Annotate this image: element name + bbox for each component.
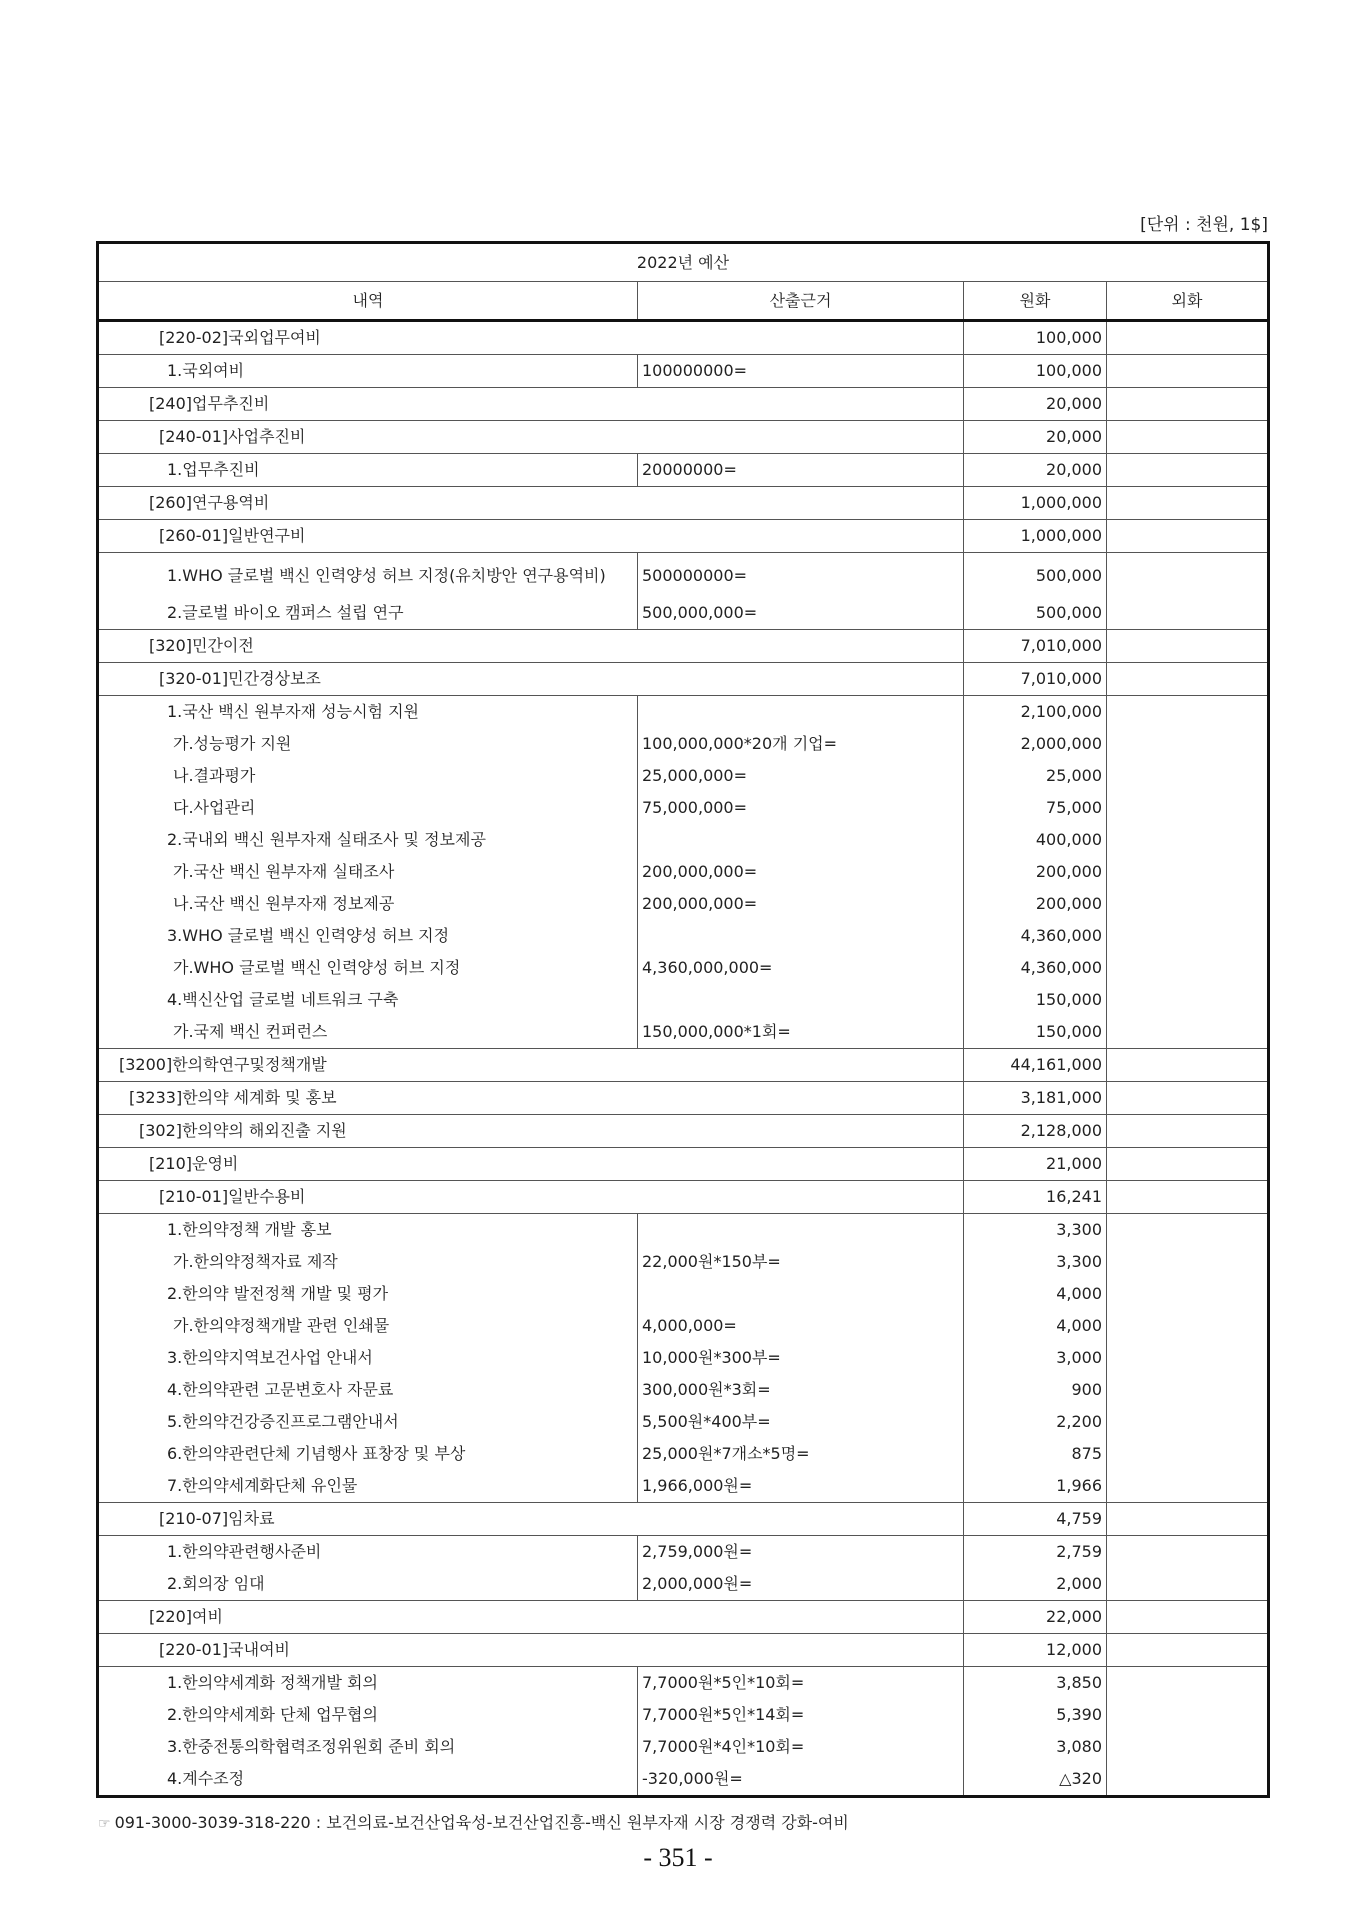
group-row bbox=[98, 1115, 1269, 1148]
row-foreign-amount bbox=[1107, 388, 1269, 421]
item-row bbox=[98, 1438, 1269, 1470]
row-won-amount: 2,000 bbox=[964, 1568, 1107, 1601]
row-won-amount: 21,000 bbox=[964, 1148, 1107, 1181]
row-description: 다.사업관리 bbox=[173, 798, 256, 817]
row-description: 가.국제 백신 컨퍼런스 bbox=[173, 1022, 328, 1041]
item-row bbox=[98, 597, 1269, 630]
item-row bbox=[98, 1568, 1269, 1601]
row-basis: 4,360,000,000= bbox=[638, 952, 964, 984]
unit-label: [단위 : 천원, 1$] bbox=[1140, 215, 1268, 235]
row-won-amount: 875 bbox=[964, 1438, 1107, 1470]
row-description: 가.WHO 글로벌 백신 인력양성 허브 지정 bbox=[173, 958, 461, 977]
row-won-amount: 2,759 bbox=[964, 1536, 1107, 1569]
row-description: 2.글로벌 바이오 캠퍼스 설립 연구 bbox=[167, 603, 404, 622]
group-row bbox=[98, 421, 1269, 454]
budget-table bbox=[96, 241, 1270, 1798]
row-won-amount: 12,000 bbox=[964, 1634, 1107, 1667]
row-foreign-amount bbox=[1107, 663, 1269, 696]
row-won-amount: 75,000 bbox=[964, 792, 1107, 824]
row-basis: 4,000,000= bbox=[638, 1310, 964, 1342]
row-description: 1.한의약관련행사준비 bbox=[98, 1536, 638, 1569]
table-title: 2022년 예산 bbox=[98, 243, 1269, 282]
row-won-amount: 150,000 bbox=[964, 1016, 1107, 1049]
row-description: 4.백신산업 글로벌 네트워크 구축 bbox=[167, 990, 399, 1009]
header-basis: 산출근거 bbox=[638, 282, 964, 321]
item-row bbox=[98, 888, 1269, 920]
row-foreign-amount bbox=[1107, 1634, 1269, 1667]
row-foreign-amount bbox=[1107, 520, 1269, 553]
group-row bbox=[98, 520, 1269, 553]
row-foreign-amount bbox=[1107, 454, 1269, 487]
row-description: 5.한의약건강증진프로그램안내서 bbox=[167, 1412, 399, 1431]
row-won-amount: 500,000 bbox=[964, 597, 1107, 630]
row-won-amount: 3,300 bbox=[964, 1214, 1107, 1247]
row-foreign-amount bbox=[1107, 1536, 1269, 1569]
header-description: 내역 bbox=[98, 282, 638, 321]
row-won-amount: 7,010,000 bbox=[964, 663, 1107, 696]
row-foreign-amount bbox=[1107, 1763, 1269, 1797]
item-row bbox=[98, 760, 1269, 792]
row-basis: 25,000원*7개소*5명= bbox=[638, 1438, 964, 1470]
row-foreign-amount bbox=[1107, 1082, 1269, 1115]
row-description: [260-01]일반연구비 bbox=[98, 520, 964, 553]
row-basis: 500,000,000= bbox=[638, 597, 964, 630]
group-row bbox=[98, 1503, 1269, 1536]
row-description: [302]한의약의 해외진출 지원 bbox=[98, 1115, 964, 1148]
row-won-amount: 2,000,000 bbox=[964, 728, 1107, 760]
group-row bbox=[98, 1634, 1269, 1667]
row-description: [220-01]국내여비 bbox=[98, 1634, 964, 1667]
row-foreign-amount bbox=[1107, 1246, 1269, 1278]
row-description: [210-07]임차료 bbox=[98, 1503, 964, 1536]
group-row bbox=[98, 630, 1269, 663]
group-row bbox=[98, 1601, 1269, 1634]
row-won-amount: 4,360,000 bbox=[964, 920, 1107, 952]
row-won-amount: 100,000 bbox=[964, 321, 1107, 355]
row-foreign-amount bbox=[1107, 1016, 1269, 1049]
row-foreign-amount bbox=[1107, 1406, 1269, 1438]
row-foreign-amount bbox=[1107, 597, 1269, 630]
row-description: 3.한의약지역보건사업 안내서 bbox=[167, 1348, 373, 1367]
row-basis: 25,000,000= bbox=[638, 760, 964, 792]
row-foreign-amount bbox=[1107, 1568, 1269, 1601]
row-won-amount: 1,966 bbox=[964, 1470, 1107, 1503]
row-won-amount: 25,000 bbox=[964, 760, 1107, 792]
item-row bbox=[98, 856, 1269, 888]
header-won: 원화 bbox=[964, 282, 1107, 321]
row-description: 1.한의약세계화 정책개발 회의 bbox=[98, 1667, 638, 1700]
table-body bbox=[98, 321, 1269, 1797]
row-basis: 2,000,000원= bbox=[638, 1568, 964, 1601]
group-row bbox=[98, 1049, 1269, 1082]
row-foreign-amount bbox=[1107, 1278, 1269, 1310]
row-description: 2.회의장 임대 bbox=[167, 1574, 265, 1593]
row-basis: 500000000= bbox=[638, 553, 964, 598]
row-basis: 1,966,000원= bbox=[638, 1470, 964, 1503]
item-row bbox=[98, 454, 1269, 487]
row-basis: 20000000= bbox=[638, 454, 964, 487]
row-basis: 7,7000원*4인*10회= bbox=[638, 1731, 964, 1763]
row-description: 가.한의약정책개발 관련 인쇄물 bbox=[173, 1316, 390, 1335]
item-row bbox=[98, 355, 1269, 388]
item-row bbox=[98, 1310, 1269, 1342]
item-row bbox=[98, 1374, 1269, 1406]
row-won-amount: 400,000 bbox=[964, 824, 1107, 856]
row-basis: 2,759,000원= bbox=[638, 1536, 964, 1569]
row-foreign-amount bbox=[1107, 553, 1269, 598]
row-basis: 7,7000원*5인*14회= bbox=[638, 1699, 964, 1731]
row-description: 3.한중전통의학협력조정위원회 준비 회의 bbox=[167, 1737, 456, 1756]
row-foreign-amount bbox=[1107, 1503, 1269, 1536]
row-foreign-amount bbox=[1107, 792, 1269, 824]
row-foreign-amount bbox=[1107, 1115, 1269, 1148]
row-description: [220-02]국외업무여비 bbox=[159, 328, 321, 347]
item-row bbox=[98, 553, 1269, 598]
row-basis: 22,000원*150부= bbox=[638, 1246, 964, 1278]
group-row bbox=[98, 1148, 1269, 1181]
row-foreign-amount bbox=[1107, 1699, 1269, 1731]
item-row bbox=[98, 1667, 1269, 1700]
row-won-amount: 3,080 bbox=[964, 1731, 1107, 1763]
row-foreign-amount bbox=[1107, 888, 1269, 920]
row-won-amount: 200,000 bbox=[964, 888, 1107, 920]
row-basis: 200,000,000= bbox=[638, 856, 964, 888]
item-row bbox=[98, 920, 1269, 952]
row-basis: 5,500원*400부= bbox=[638, 1406, 964, 1438]
row-description: [320]민간이전 bbox=[98, 630, 964, 663]
row-basis: 75,000,000= bbox=[638, 792, 964, 824]
row-basis bbox=[638, 1278, 964, 1310]
row-foreign-amount bbox=[1107, 952, 1269, 984]
item-row bbox=[98, 1763, 1269, 1797]
row-won-amount: 500,000 bbox=[964, 553, 1107, 598]
header-foreign: 외화 bbox=[1107, 282, 1269, 321]
row-foreign-amount bbox=[1107, 1342, 1269, 1374]
group-row bbox=[98, 1082, 1269, 1115]
row-description: 나.국산 백신 원부자재 정보제공 bbox=[173, 894, 395, 913]
item-row bbox=[98, 1278, 1269, 1310]
item-row bbox=[98, 792, 1269, 824]
item-row bbox=[98, 1470, 1269, 1503]
row-won-amount: 20,000 bbox=[964, 421, 1107, 454]
row-description: 6.한의약관련단체 기념행사 표창장 및 부상 bbox=[167, 1444, 466, 1463]
row-foreign-amount bbox=[1107, 421, 1269, 454]
row-description: 1.한의약정책 개발 홍보 bbox=[98, 1214, 638, 1247]
row-won-amount: 3,000 bbox=[964, 1342, 1107, 1374]
item-row bbox=[98, 1214, 1269, 1247]
row-won-amount: 3,300 bbox=[964, 1246, 1107, 1278]
row-foreign-amount bbox=[1107, 1181, 1269, 1214]
group-row bbox=[98, 487, 1269, 520]
row-foreign-amount bbox=[1107, 1601, 1269, 1634]
row-foreign-amount bbox=[1107, 696, 1269, 729]
row-won-amount: 4,000 bbox=[964, 1278, 1107, 1310]
row-description: [3200]한의학연구및정책개발 bbox=[98, 1049, 964, 1082]
row-description: 나.결과평가 bbox=[173, 766, 256, 785]
row-description: 2.국내외 백신 원부자재 실태조사 및 정보제공 bbox=[167, 830, 486, 849]
row-description: 2.한의약세계화 단체 업무협의 bbox=[167, 1705, 378, 1724]
row-description: [260]연구용역비 bbox=[98, 487, 964, 520]
row-foreign-amount bbox=[1107, 1374, 1269, 1406]
row-won-amount: 900 bbox=[964, 1374, 1107, 1406]
row-won-amount: 22,000 bbox=[964, 1601, 1107, 1634]
item-row bbox=[98, 1536, 1269, 1569]
row-foreign-amount bbox=[1107, 1470, 1269, 1503]
row-foreign-amount bbox=[1107, 856, 1269, 888]
row-basis bbox=[638, 984, 964, 1016]
item-row bbox=[98, 728, 1269, 760]
row-description: 7.한의약세계화단체 유인물 bbox=[167, 1476, 358, 1495]
row-description: 4.한의약관련 고문변호사 자문료 bbox=[167, 1380, 394, 1399]
row-foreign-amount bbox=[1107, 1667, 1269, 1700]
row-basis: 10,000원*300부= bbox=[638, 1342, 964, 1374]
footnote-text: 091-3000-3039-318-220 : 보건의료-보건산업육성-보건산업진흥-백신 원부자재 시장 경쟁력 강화-여비 bbox=[114, 1813, 849, 1832]
row-description: [240]업무추진비 bbox=[98, 388, 964, 421]
row-description: [220]여비 bbox=[98, 1601, 964, 1634]
row-foreign-amount bbox=[1107, 1214, 1269, 1247]
row-foreign-amount bbox=[1107, 984, 1269, 1016]
row-description: 1.업무추진비 bbox=[98, 454, 638, 487]
row-won-amount: 20,000 bbox=[964, 454, 1107, 487]
footnote bbox=[98, 1810, 849, 1833]
row-won-amount: 200,000 bbox=[964, 856, 1107, 888]
row-foreign-amount bbox=[1107, 487, 1269, 520]
row-foreign-amount bbox=[1107, 1049, 1269, 1082]
row-won-amount: 16,241 bbox=[964, 1181, 1107, 1214]
group-row bbox=[98, 321, 1269, 355]
row-won-amount: 2,200 bbox=[964, 1406, 1107, 1438]
row-foreign-amount bbox=[1107, 321, 1269, 355]
row-basis: 200,000,000= bbox=[638, 888, 964, 920]
group-row bbox=[98, 663, 1269, 696]
row-won-amount: 1,000,000 bbox=[964, 520, 1107, 553]
row-description: 4.계수조정 bbox=[167, 1769, 245, 1788]
row-description: 가.한의약정책자료 제작 bbox=[173, 1252, 338, 1271]
row-won-amount: 3,850 bbox=[964, 1667, 1107, 1700]
row-basis bbox=[638, 920, 964, 952]
row-foreign-amount bbox=[1107, 824, 1269, 856]
row-basis: -320,000원= bbox=[638, 1763, 964, 1797]
row-description: 가.국산 백신 원부자재 실태조사 bbox=[173, 862, 395, 881]
item-row bbox=[98, 824, 1269, 856]
row-won-amount: 4,759 bbox=[964, 1503, 1107, 1536]
row-won-amount: 7,010,000 bbox=[964, 630, 1107, 663]
row-description: [210]운영비 bbox=[98, 1148, 964, 1181]
item-row bbox=[98, 1016, 1269, 1049]
row-basis: 100,000,000*20개 기업= bbox=[638, 728, 964, 760]
item-row bbox=[98, 1406, 1269, 1438]
row-foreign-amount bbox=[1107, 920, 1269, 952]
item-row bbox=[98, 696, 1269, 729]
row-description: 1.WHO 글로벌 백신 인력양성 허브 지정(유치방안 연구용역비) bbox=[98, 553, 638, 598]
row-basis: 150,000,000*1회= bbox=[638, 1016, 964, 1049]
row-foreign-amount bbox=[1107, 1310, 1269, 1342]
group-row bbox=[98, 1181, 1269, 1214]
row-description: [240-01]사업추진비 bbox=[98, 421, 964, 454]
row-foreign-amount bbox=[1107, 728, 1269, 760]
group-row bbox=[98, 388, 1269, 421]
row-won-amount: 20,000 bbox=[964, 388, 1107, 421]
item-row bbox=[98, 1699, 1269, 1731]
row-basis bbox=[638, 696, 964, 729]
item-row bbox=[98, 952, 1269, 984]
row-description: [320-01]민간경상보조 bbox=[98, 663, 964, 696]
row-basis: 100000000= bbox=[638, 355, 964, 388]
page-number: - 351 - bbox=[643, 1843, 713, 1872]
row-description: 1.국외여비 bbox=[98, 355, 638, 388]
row-basis: 300,000원*3회= bbox=[638, 1374, 964, 1406]
row-foreign-amount bbox=[1107, 630, 1269, 663]
row-description: 2.한의약 발전정책 개발 및 평가 bbox=[167, 1284, 389, 1303]
row-foreign-amount bbox=[1107, 1731, 1269, 1763]
row-won-amount: 4,360,000 bbox=[964, 952, 1107, 984]
row-description: 1.국산 백신 원부자재 성능시험 지원 bbox=[98, 696, 638, 729]
row-foreign-amount bbox=[1107, 1148, 1269, 1181]
item-row bbox=[98, 984, 1269, 1016]
row-description: [210-01]일반수용비 bbox=[98, 1181, 964, 1214]
row-foreign-amount bbox=[1107, 1438, 1269, 1470]
row-won-amount: 1,000,000 bbox=[964, 487, 1107, 520]
row-won-amount: 100,000 bbox=[964, 355, 1107, 388]
row-won-amount: 150,000 bbox=[964, 984, 1107, 1016]
row-won-amount: 2,128,000 bbox=[964, 1115, 1107, 1148]
row-won-amount: △320 bbox=[964, 1763, 1107, 1797]
row-won-amount: 2,100,000 bbox=[964, 696, 1107, 729]
row-basis: 7,7000원*5인*10회= bbox=[638, 1667, 964, 1700]
row-basis bbox=[638, 824, 964, 856]
row-description: [3233]한의약 세계화 및 홍보 bbox=[98, 1082, 964, 1115]
item-row bbox=[98, 1246, 1269, 1278]
row-foreign-amount bbox=[1107, 760, 1269, 792]
item-row bbox=[98, 1731, 1269, 1763]
row-won-amount: 4,000 bbox=[964, 1310, 1107, 1342]
row-basis bbox=[638, 1214, 964, 1247]
item-row bbox=[98, 1342, 1269, 1374]
row-won-amount: 44,161,000 bbox=[964, 1049, 1107, 1082]
row-foreign-amount bbox=[1107, 355, 1269, 388]
row-description: 가.성능평가 지원 bbox=[173, 734, 292, 753]
row-won-amount: 3,181,000 bbox=[964, 1082, 1107, 1115]
row-won-amount: 5,390 bbox=[964, 1699, 1107, 1731]
pointing-hand-icon: ☞ bbox=[98, 1816, 111, 1832]
row-description: 3.WHO 글로벌 백신 인력양성 허브 지정 bbox=[167, 926, 450, 945]
